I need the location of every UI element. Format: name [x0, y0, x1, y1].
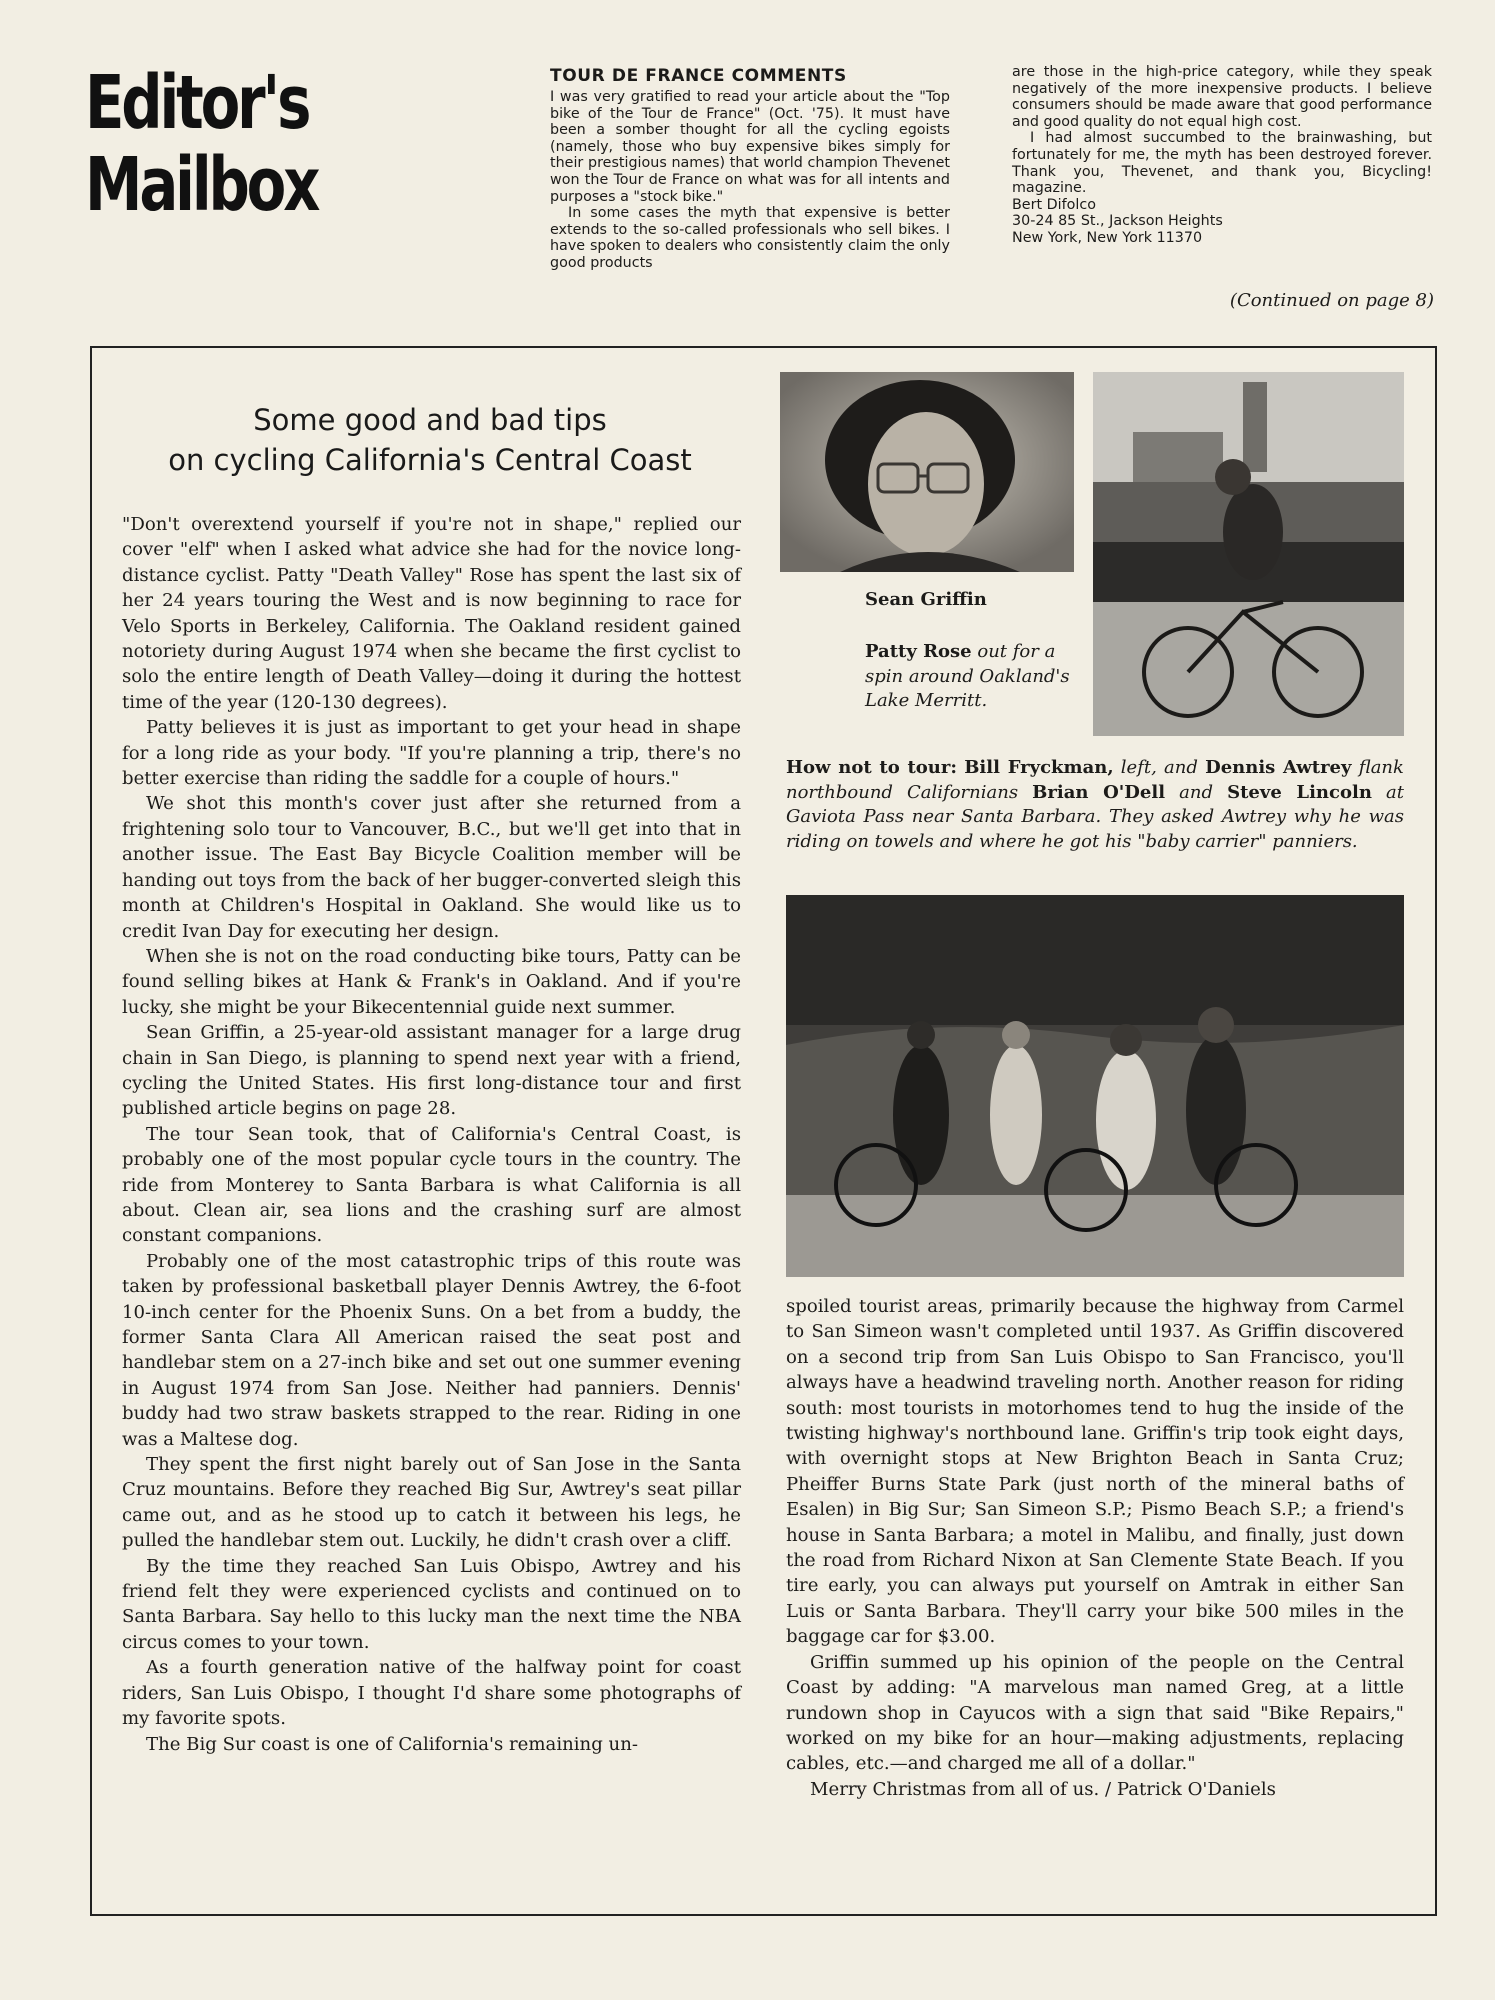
- article-paragraph: Patty believes it is just as important to get your head in shape for a long ride as your body. "If you're planning a trip, there's no better exercise than riding the saddle for a couple of hours.": [122, 717, 741, 790]
- article-right-column: [786, 1294, 1404, 1802]
- article-paragraph: Sean Griffin, a 25-year-old assistant manager for a large drug chain in San Diego, is planning to spend next year with a friend, cycling the United States. His first long-distance tour and first published article begins on page 28.: [122, 1022, 741, 1120]
- headline-line-1: Some good and bad tips: [253, 403, 607, 437]
- letter-heading: TOUR DE FRANCE COMMENTS: [550, 66, 847, 86]
- article-paragraph: spoiled tourist areas, primarily because the highway from Carmel to San Simeon wasn't completed until 1937. As Griffin discovered on a second trip from San Luis Obispo to San Francisco, you'll always have a headwind traveling north. Another reason for riding south: most tourists in motorhomes tend to hug the inside of the twisting highway's northbound lane. Griffin's trip took eight days, with overnight stops at New Brighton Beach in Santa Cruz; Pheiffer Burns State Park (just north of the mineral baths of Esalen) in Big Sur; San Simeon S.P.; Pismo Beach S.P.; a friend's house in Santa Barbara; a motel in Malibu, and finally, just down the road from Richard Nixon at San Clemente State Beach. If you tire early, you can always put yourself on Amtrak in either San Luis or Santa Barbara. They'll carry your bike 500 miles in the baggage car for $3.00.: [786, 1296, 1404, 1648]
- photo-patty-rose: [1093, 372, 1404, 736]
- photo-group-gaviota-pass: [786, 895, 1404, 1277]
- article-paragraph: Probably one of the most catastrophic trips of this route was taken by professional basketball player Dennis Awtrey, the 6-foot 10-inch center for the Phoenix Suns. On a bet from a buddy, the former Santa Clara All American raised the seat post and handlebar stem on a 27-inch bike and set out one summer evening in August 1974 from San Jose. Neither had panniers. Dennis' buddy had two straw baskets strapped to the rear. Riding in one was a Maltese dog.: [122, 1250, 741, 1450]
- caption-group: [786, 756, 1404, 854]
- caption-group-person: Brian O'Dell: [1032, 781, 1166, 803]
- article-paragraph: By the time they reached San Luis Obispo, Awtrey and his friend felt they were experienced cyclists and continued on to Santa Barbara. Say hello to this lucky man the next time the NBA circus comes to your town.: [122, 1555, 741, 1653]
- letter-paragraph-3: I had almost succumbed to the brainwashing, but fortunately for me, the myth has been destroyed forever. Thank you, Thevenet, and thank you, Bicycling! magazine.: [1012, 130, 1432, 197]
- article-left-column: [122, 512, 741, 1757]
- article-paragraph: We shot this month's cover just after she returned from a frightening solo tour to Vancouver, B.C., but we'll get into that in another issue. The East Bay Bicycle Coalition member will be handing out toys from the back of her bugger-converted sleigh this month at Children's Hospital in Oakland. She would like us to credit Ivan Day for executing her design.: [122, 793, 741, 942]
- article-paragraph: When she is not on the road conducting bike tours, Patty can be found selling bikes at Hank & Frank's in Oakland. And if you're lucky, she might be your Bikecentennial guide next summer.: [122, 945, 741, 1018]
- continued-note: (Continued on page 8): [1229, 290, 1434, 311]
- article-paragraph: The tour Sean took, that of California's Central Coast, is probably one of the most popular cycle tours in the country. The ride from Monterey to Santa Barbara is what California is all about. Clean air, sea lions and the crashing surf are almost constant companions.: [122, 1123, 741, 1247]
- article-paragraph: As a fourth generation native of the halfway point for coast riders, San Luis Obispo, I thought I'd share some photographs of my favorite spots.: [122, 1657, 741, 1730]
- caption-group-person: Steve Lincoln: [1227, 781, 1372, 803]
- letter-paragraph-2-end: are those in the high-price category, while they speak negatively of the more inexpensive products. I believe consumers should be made aware that good performance and good quality do not equal high cost.: [1012, 64, 1432, 130]
- caption-group-person: Dennis Awtrey: [1205, 757, 1352, 778]
- caption-patty: [865, 640, 1070, 714]
- letter-signature-city: New York, New York 11370: [1012, 229, 1203, 246]
- caption-patty-text: out for a spin around Oakland's Lake Merritt.: [865, 641, 1070, 711]
- masthead-line-1: Editor's: [85, 60, 309, 146]
- article-paragraph: They spent the first night barely out of San Jose in the Santa Cruz mountains. Before they reached Big Sur, Awtrey's seat pillar came out, and as he stood up to catch it between his legs, he pulled the handlebar stem out. Luckily, he didn't crash over a cliff.: [122, 1454, 741, 1552]
- caption-sean: [865, 588, 1065, 613]
- letter-paragraph-2-start: In some cases the myth that expensive is better extends to the so-called professionals who sell bikes. I have spoken to dealers who consistently claim the only good products: [550, 205, 950, 271]
- article-paragraph: "Don't overextend yourself if you're not in shape," replied our cover "elf" when I asked what advice she had for the novice long-distance cyclist. Patty "Death Valley" Rose has spent the last six of her 24 years touring the West and is now beginning to race for Velo Sports in Berkeley, California. The Oakland resident gained notoriety during August 1974 when she became the first cyclist to solo the entire length of Death Valley—doing it during the hottest time of the year (120-130 degrees).: [122, 514, 741, 713]
- article-paragraph: Griffin summed up his opinion of the people on the Central Coast by adding: "A marvelous man named Greg, at a little rundown shop in Cayucos with a sign that said "Bike Repairs," worked on my bike for an hour—making adjustments, replacing cables, etc.—and charged me all of a dollar.": [786, 1651, 1404, 1775]
- article-paragraph: The Big Sur coast is one of California's remaining un-: [146, 1733, 638, 1755]
- caption-group-text: flank northbound Californians: [786, 757, 1404, 803]
- caption-group-text: left, and: [1120, 757, 1198, 778]
- caption-sean-name: Sean Griffin: [865, 589, 987, 610]
- letter-signature-name: Bert Difolco: [1012, 196, 1096, 213]
- section-masthead: [85, 60, 318, 228]
- article-headline: [120, 400, 740, 480]
- caption-group-person: Bill Fryckman,: [964, 757, 1114, 778]
- letter-paragraph-1: I was very gratified to read your article about the "Top bike of the Tour de France" (Oct. '75). It must have been a somber thought for all the cycling egoists (namely, those who buy expensive bikes simply for their prestigious names) that world champion Thevenet won the Tour de France on what was for all intents and purposes a "stock bike.": [550, 89, 950, 205]
- photo-sean-griffin: [780, 372, 1074, 572]
- headline-line-2: on cycling California's Central Coast: [168, 443, 692, 477]
- masthead-line-2: Mailbox: [85, 142, 318, 228]
- article-signoff-text: Merry Christmas from all of us. / Patrick O'Daniels: [810, 1778, 1276, 1800]
- caption-group-text: at Gaviota Pass near Santa Barbara. They asked Awtrey why he was riding on towels and where he got his "baby carrier" panniers.: [786, 781, 1404, 852]
- caption-group-text: and: [1179, 781, 1213, 803]
- letter-signature-address: 30-24 85 St., Jackson Heights: [1012, 213, 1223, 230]
- letter-column-2: [1012, 64, 1432, 247]
- caption-group-lead: How not to tour:: [786, 757, 958, 778]
- article-signoff: [786, 1777, 1404, 1802]
- caption-patty-name: Patty Rose: [865, 641, 972, 662]
- letter-column-1: [550, 66, 950, 272]
